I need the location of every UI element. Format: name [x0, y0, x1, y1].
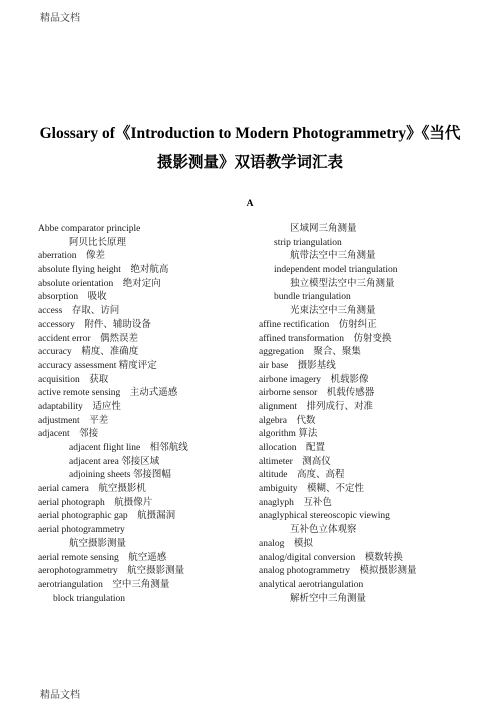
glossary-entry: 解析空中三角测量	[290, 593, 367, 604]
glossary-entry: accuracy assessment 精度评定	[38, 360, 157, 371]
glossary-entry: Abbe comparator principle	[38, 224, 141, 234]
glossary-entry: 阿贝比长原理	[69, 237, 127, 248]
glossary-entry: 光束法空中三角测量	[290, 306, 376, 317]
glossary-entry: algebra 代数	[259, 415, 316, 426]
page-footer-label: 精品文档	[40, 690, 80, 701]
glossary-entry: active remote sensing 主动式遥感	[38, 388, 178, 399]
page-header-label: 精品文档	[40, 13, 80, 24]
document-title-line-2: 摄影测量》双语教学词汇表	[156, 154, 343, 171]
glossary-entry: bundle triangulation	[274, 292, 351, 303]
glossary-entry: 互补色立体观察	[290, 525, 357, 536]
glossary-entry: 航空摄影测量	[69, 538, 127, 549]
glossary-entry: airbone imagery 机载影像	[259, 374, 369, 385]
glossary-entry: strip triangulation	[274, 237, 342, 248]
glossary-entry: airborne sensor 机载传感器	[259, 388, 375, 399]
glossary-entry: aerophotogrammetry 航空摄影测量	[38, 566, 185, 577]
glossary-entry: 航带法空中三角测量	[290, 251, 376, 262]
glossary-entry: aerial photograph 航摄像片	[38, 497, 153, 508]
glossary-entry: altimeter 测高仪	[259, 456, 331, 467]
glossary-entry: alignment 排列成行、对准	[259, 401, 373, 412]
glossary-entry: absolute orientation 绝对定向	[38, 278, 161, 289]
glossary-entry: absolute flying height 绝对航高	[38, 265, 169, 276]
glossary-entry: 区域网三角测量	[290, 224, 357, 234]
glossary-entry: air base 摄影基线	[259, 360, 336, 371]
glossary-entry: algorithm 算法	[259, 429, 318, 440]
glossary-entry: adjoining sheets 邻接图幅	[69, 470, 171, 481]
glossary-entry: 独立模型法空中三角测量	[290, 278, 395, 289]
glossary-entry: adjacent area 邻接区域	[69, 456, 160, 467]
glossary-left-column	[38, 223, 253, 606]
glossary-entry: anaglyph 互补色	[259, 497, 332, 508]
document-title-line-1: Glossary of《Introduction to Modern Photogrammetry》《当代	[39, 125, 461, 142]
glossary-entry: access 存取、访问	[38, 306, 120, 317]
glossary-entry: accident error 偶然误差	[38, 333, 138, 344]
glossary-entry: accuracy 精度、准确度	[38, 347, 139, 358]
glossary-entry: aerial camera 航空摄影机	[38, 484, 146, 495]
glossary-entry: adjustment 平差	[38, 415, 109, 426]
glossary-entry: aerotriangulation 空中三角测量	[38, 579, 170, 590]
glossary-entry: accessory 附件、辅助设备	[38, 319, 151, 330]
glossary-entry: adjacent 邻接	[38, 429, 99, 440]
glossary-entry: analog 模拟	[259, 538, 313, 549]
glossary-entry: acquisition 获取	[38, 374, 109, 385]
glossary-entry: aerial photogrammetry	[38, 525, 125, 536]
glossary-entry: aerial photographic gap 航摄漏洞	[38, 511, 176, 522]
glossary-right-column	[259, 223, 474, 606]
glossary-entry: adjacent flight line 相邻航线	[69, 443, 188, 453]
glossary-entry: absorption 吸收	[38, 292, 107, 303]
glossary-entry: aerial remote sensing 航空遥感	[38, 552, 167, 563]
glossary-entry: affine rectification 仿射纠正	[259, 319, 377, 330]
glossary-entry: analog photogrammetry 模拟摄影测量	[259, 566, 417, 577]
glossary-entry: allocation 配置	[259, 443, 325, 453]
glossary-entry: affined transformation 仿射变换	[259, 333, 392, 344]
glossary-entry: aggregation 聚合、聚集	[259, 347, 361, 358]
glossary-entry: adaptability 适应性	[38, 401, 121, 412]
glossary-entry: altitude 高度、高程	[259, 470, 345, 481]
glossary-entry: analog/digital conversion 模数转换	[259, 552, 403, 563]
glossary-entry: analytical aerotriangulation	[259, 579, 364, 590]
glossary-entry: aberration 像差	[38, 251, 106, 262]
glossary-entry: independent model triangulation	[274, 265, 398, 276]
glossary-entry: block triangulation	[53, 593, 126, 604]
glossary-entry: ambiguity 模糊、不定性	[259, 484, 365, 495]
glossary-entry: anaglyphical stereoscopic viewing	[259, 511, 390, 522]
section-letter-heading: A	[246, 199, 254, 209]
